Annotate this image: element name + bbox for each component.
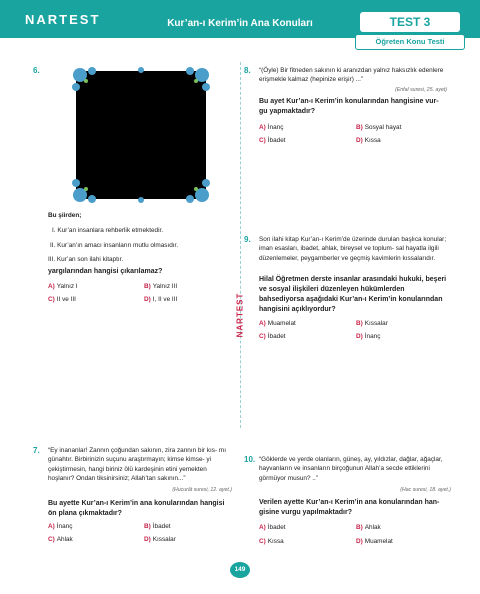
q7-option-c[interactable]: C) Ahlak — [48, 536, 73, 543]
page-number: 149 — [230, 562, 250, 578]
q10-option-c[interactable]: C) Kıssa — [259, 538, 284, 545]
q10-option-b[interactable]: B) Ahlak — [356, 524, 381, 531]
q9-text: Son ilahi kitap Kur’an-ı Kerim’de üzerinde durulan başlıca konular; iman esasları, ibadet, ahlak, bireysel ve toplum- sal hayatla ilgili düzenlemeler, peygamberler ve geçmiş kavimlerin kıssalarıdır. — [259, 236, 447, 262]
q6-option-c[interactable]: C) II ve III — [48, 296, 76, 303]
q9-number: 9. — [244, 235, 251, 244]
q6-item-1: I. Kur’an insanlara rehberlik etmektedir. — [52, 227, 164, 234]
q6-question: yargılarından hangisi çıkarılamaz? — [48, 268, 163, 275]
q8-option-c[interactable]: C) İbadet — [259, 137, 286, 144]
side-logo: NARTEST — [235, 292, 245, 338]
q6-item-2: II. Kur’an’ın amacı insanların mutlu olmasıdır. — [50, 242, 179, 249]
q10-question: Verilen ayette Kur’an-ı Kerim’in ana konularından han- gisine vurgu yapılmaktadır? — [259, 499, 440, 516]
q7-question: Bu ayette Kur’an-ı Kerim’in ana konularından hangisi ön plana çıkmaktadır? — [48, 500, 225, 517]
q6-intro: Bu şiirden; — [48, 212, 82, 219]
page-header — [0, 0, 480, 50]
q8-option-b[interactable]: B) Sosyal hayat — [356, 124, 402, 131]
q6-item-3: III. Kur’an son ilahi kitaptır. — [48, 256, 124, 263]
q8-text: “(Öyle) Bir fitneden sakının ki aranızdan yalnız haksızlık edenlere erişmekle kalmaz (hepinize erişir) ...” — [259, 67, 444, 84]
q7-option-a[interactable]: A) İnanç — [48, 523, 73, 530]
q10-text: “Göklerde ve yerde olanların, güneş, ay, yıldızlar, dağlar, ağaçlar, hayvanların ve insanların birçoğunun Allah’a secde ettiklerini görmüyor musun? ..” — [259, 456, 443, 482]
subject-title: Kur’an-ı Kerim’in Ana Konuları — [167, 18, 313, 29]
q7-option-d[interactable]: D) Kıssalar — [144, 536, 176, 543]
q6-option-b[interactable]: B) Yalnız III — [144, 283, 178, 290]
q6-option-d[interactable]: D) I, II ve III — [144, 296, 178, 303]
q9-option-b[interactable]: B) Kıssalar — [356, 320, 388, 327]
q8-number: 8. — [244, 66, 251, 75]
q6-number: 6. — [33, 66, 40, 75]
brand-logo: NARTEST — [25, 12, 101, 27]
q8-source: (Enfal suresi, 25. ayet) — [395, 87, 447, 93]
q7-number: 7. — [33, 446, 40, 455]
q9-option-a[interactable]: A) Muamelat — [259, 320, 296, 327]
q7-text: “Ey inananlar! Zannın çoğundan sakının, zira zannın bir kıs- mı günahtır. Birbirinizin suçunu araştırmayın; kimse kimse- yi çekiştirmesin, hangi biriniz ölü kardeşinin etini yemekten hoşlanır? Ondan tiksinirsiniz; Allah’tan sakının...” — [48, 447, 226, 482]
q7-source: (Hucurât suresi, 12. ayet.) — [172, 487, 232, 493]
q9-option-c[interactable]: C) İbadet — [259, 333, 286, 340]
test-label: TEST 3 — [360, 12, 460, 32]
q6-option-a[interactable]: A) Yalnız I — [48, 283, 78, 290]
q10-number: 10. — [244, 455, 256, 464]
q10-option-d[interactable]: D) Muamelat — [356, 538, 393, 545]
q10-option-a[interactable]: A) İbadet — [259, 524, 286, 531]
column-divider — [240, 62, 241, 428]
test-subtitle: Öğreten Konu Testi — [355, 34, 465, 50]
q8-option-d[interactable]: D) Kıssa — [356, 137, 381, 144]
q9-option-d[interactable]: D) İnanç — [356, 333, 381, 340]
q7-option-b[interactable]: B) İbadet — [144, 523, 171, 530]
q8-option-a[interactable]: A) İnanç — [259, 124, 284, 131]
q9-question: Hilal Öğretmen derste insanlar arasındaki hukuki, beşeri ve sosyal ilişkileri düzenleyen hükümlerden bahsediyorsa aşağıdaki Kur’an-ı Kerim’in konularından hangisini açıklıyordur? — [259, 276, 447, 313]
q10-source: (Hac suresi, 18. ayet.) — [400, 487, 451, 493]
poem-image — [70, 65, 212, 205]
q8-question: Bu ayet Kur’an-ı Kerim’in konularından hangisine vur- gu yapmaktadır? — [259, 98, 439, 115]
